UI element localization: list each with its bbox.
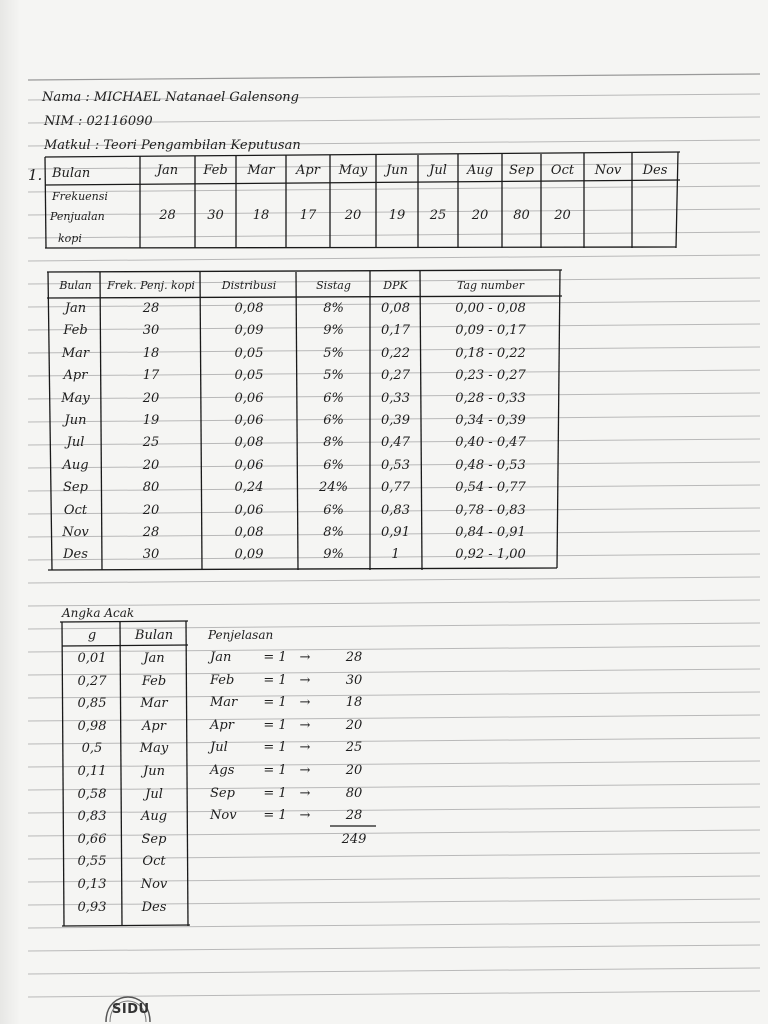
penjelasan-value: 30 [345, 672, 363, 688]
course-name: Matkul : Teori Pengambilan Keputusan [44, 138, 301, 153]
sidu-logo-text: SIDU [112, 1002, 150, 1017]
penjelasan-count: = 1 [263, 785, 287, 801]
table2-cell: 0,91 [381, 525, 410, 540]
table2-cell: 0,06 [234, 390, 264, 406]
table2-cell: 80 [142, 480, 160, 496]
table1-value: 20 [344, 208, 362, 223]
table2-cell: 0,05 [234, 345, 264, 361]
table3-random-number: 0,85 [77, 696, 107, 712]
table3-month: Sep [141, 831, 167, 847]
table2-cell: 0,06 [234, 413, 264, 428]
arrow-icon: → [299, 695, 311, 711]
table1-value: 28 [159, 208, 176, 223]
penjelasan-value: 18 [345, 695, 363, 711]
table2-cell: 0,40 - 0,47 [455, 435, 526, 451]
table1-row-label: Bulan [52, 166, 91, 181]
table1-value: 25 [429, 208, 447, 223]
table2-cell: 17 [142, 368, 160, 384]
table2-cell: 0,23 - 0,27 [455, 368, 526, 384]
table2-cell: 0,05 [234, 368, 264, 384]
table2-cell: 20 [142, 457, 160, 473]
table1-label-line: kopi [58, 232, 82, 245]
table1-value: 20 [471, 208, 489, 223]
table2-month: Aug [62, 457, 89, 473]
table2-cell: 9% [323, 547, 344, 563]
table3-month: Oct [142, 854, 166, 870]
table2-cell: 0,34 - 0,39 [455, 413, 526, 428]
table1-month: Oct [550, 163, 575, 178]
table2-month: Feb [63, 323, 88, 339]
arrow-icon: → [299, 808, 311, 824]
table2-cell: 28 [142, 301, 160, 316]
table3-header: g [87, 628, 97, 643]
table2-cell: 0,08 [381, 301, 410, 316]
table2-cell: 0,28 - 0,33 [455, 390, 526, 406]
table3-random-number: 0,01 [77, 651, 107, 666]
penjelasan-month: Apr [210, 717, 234, 733]
arrow-icon: → [299, 763, 311, 778]
table3-random-number: 0,83 [77, 809, 107, 825]
table3-title: Angka Acak [62, 606, 135, 620]
table1-month: Sep [509, 163, 534, 178]
table3-random-number: 0,5 [81, 741, 103, 757]
penjelasan-value: 20 [345, 763, 363, 778]
penjelasan-value: 20 [345, 717, 363, 733]
penjelasan-month: Jan [210, 650, 232, 665]
table3-month: Jan [143, 651, 165, 666]
penjelasan-month: Mar [210, 695, 238, 711]
table3-month: Mar [140, 696, 168, 712]
penjelasan-month: Nov [210, 808, 237, 824]
table1-value: 19 [388, 208, 406, 223]
table2-cell: 8% [323, 301, 344, 316]
table2-cell: 24% [319, 480, 348, 496]
table2-cell: 6% [323, 457, 344, 473]
penjelasan-month: Jul [210, 740, 228, 756]
penjelasan-month: Sep [210, 785, 235, 801]
table3-header: Bulan [134, 628, 174, 643]
table2-header: Distribusi [221, 279, 277, 292]
table1-month: Jun [386, 163, 408, 178]
table3-random-number: 0,98 [77, 718, 107, 734]
table2-cell: 30 [142, 547, 160, 563]
table2-cell: 0,08 [234, 301, 264, 316]
table3-month: Feb [141, 673, 167, 689]
table2-cell: 0,78 - 0,83 [455, 502, 526, 518]
table1-month: May [338, 163, 368, 178]
table2-header: Tag number [457, 279, 524, 292]
question-number: 1. [28, 166, 43, 184]
table2-cell: 0,92 - 1,00 [455, 547, 526, 563]
table2-cell: 0,47 [381, 435, 410, 451]
penjelasan-count: = 1 [263, 672, 287, 688]
table3-month: Jun [143, 764, 165, 779]
arrow-icon: → [299, 672, 311, 688]
table1-month: Nov [594, 163, 622, 178]
table3-month: Nov [140, 877, 168, 892]
table1-label-line: Frekuensi [52, 190, 108, 203]
table2-month: Apr [63, 368, 88, 384]
table2-month: Jul [66, 435, 85, 451]
table3-random-number: 0,93 [77, 899, 107, 915]
table2-month: Jan [64, 301, 87, 316]
table2-header: Bulan [59, 279, 92, 292]
penjelasan-count: = 1 [263, 808, 287, 824]
arrow-icon: → [299, 740, 311, 756]
table3-random-number: 0,55 [77, 854, 107, 870]
table2-cell: 1 [391, 547, 400, 563]
table2-cell: 0,39 [381, 413, 410, 428]
penjelasan-value: 80 [345, 785, 363, 801]
table1-value: 80 [513, 208, 530, 223]
table2-cell: 0,24 [234, 480, 264, 496]
student-nim: NIM : 02116090 [44, 114, 153, 129]
table1-month: Aug [466, 163, 494, 178]
table2-cell: 9% [323, 323, 344, 339]
table2-month: Oct [63, 502, 88, 518]
table2-cell: 25 [142, 435, 160, 451]
table2-cell: 28 [142, 525, 160, 540]
table2-cell: 8% [323, 525, 344, 540]
penjelasan-month: Ags [210, 763, 235, 778]
penjelasan-title: Penjelasan [208, 628, 274, 642]
table2-cell: 0,77 [381, 480, 410, 496]
table2-cell: 0,53 [381, 457, 410, 473]
table3-month: Jul [145, 786, 163, 802]
penjelasan-total: 249 [341, 832, 367, 847]
table2-cell: 8% [323, 435, 344, 451]
table2-cell: 0,84 - 0,91 [455, 525, 526, 540]
table2-cell: 0,83 [381, 502, 410, 518]
arrow-icon: → [299, 717, 311, 733]
table3-month: Aug [140, 809, 168, 825]
table3-month: Apr [142, 718, 166, 734]
penjelasan-value: 25 [345, 740, 363, 756]
table1-value: 18 [252, 208, 270, 223]
table2-cell: 6% [323, 390, 344, 406]
table1-label-line: Penjualan [50, 210, 105, 223]
table2-cell: 0,06 [234, 502, 264, 518]
table3-random-number: 0,13 [77, 877, 107, 892]
table2-cell: 20 [142, 502, 160, 518]
table3-month: Des [141, 899, 167, 915]
table2-cell: 20 [142, 390, 160, 406]
table2-header: Sistag [316, 279, 351, 292]
table2-cell: 0,33 [381, 390, 410, 406]
table3-random-number: 0,66 [77, 831, 107, 847]
table2-cell: 30 [142, 323, 160, 339]
table2-cell: 0,00 - 0,08 [455, 301, 526, 316]
table2-cell: 0,22 [381, 345, 410, 361]
arrow-icon: → [299, 650, 311, 665]
table2-cell: 5% [323, 368, 344, 384]
table1-month: Des [642, 163, 668, 178]
table2-cell: 0,54 - 0,77 [455, 480, 526, 496]
table1-month: Jan [156, 163, 179, 178]
penjelasan-count: = 1 [263, 717, 287, 733]
table2-cell: 19 [142, 413, 160, 428]
penjelasan-count: = 1 [263, 695, 287, 711]
table2-cell: 18 [142, 345, 160, 361]
table2-month: Jun [64, 413, 87, 428]
penjelasan-value: 28 [345, 808, 363, 824]
table1-value: 17 [299, 208, 317, 223]
table2-cell: 0,17 [381, 323, 410, 339]
penjelasan-count: = 1 [263, 740, 287, 756]
table1-month: Feb [203, 163, 228, 178]
penjelasan-count: = 1 [263, 650, 287, 665]
table2-cell: 0,09 [234, 547, 264, 563]
table3-month: May [139, 741, 169, 757]
table2-month: Sep [63, 480, 88, 496]
table1-month: Jul [429, 163, 447, 178]
table2-cell: 0,06 [234, 457, 264, 473]
table2-month: Nov [62, 525, 89, 540]
table2-header: DPK [383, 279, 408, 292]
table2-month: May [61, 390, 90, 406]
table2-cell: 0,08 [234, 525, 264, 540]
table2-cell: 0,09 - 0,17 [455, 323, 526, 339]
penjelasan-month: Feb [210, 672, 235, 688]
table3-random-number: 0,27 [77, 673, 107, 689]
table2-month: Des [63, 547, 88, 563]
table2-cell: 0,18 - 0,22 [455, 345, 526, 361]
arrow-icon: → [299, 785, 311, 801]
student-name: Nama : MICHAEL Natanael Galensong [42, 90, 299, 105]
table3-random-number: 0,58 [77, 786, 107, 802]
penjelasan-count: = 1 [263, 763, 287, 778]
table2-cell: 0,48 - 0,53 [455, 457, 526, 473]
table2-header: Frek. Penj. kopi [107, 279, 195, 292]
table2-cell: 0,08 [234, 435, 264, 451]
table1-month: Apr [296, 163, 320, 178]
table2-cell: 5% [323, 345, 344, 361]
table2-month: Mar [61, 345, 90, 361]
table2-cell: 6% [323, 413, 344, 428]
penjelasan-value: 28 [345, 650, 363, 665]
table1-month: Mar [247, 163, 275, 178]
table1-value: 20 [554, 208, 571, 223]
table2-cell: 0,09 [234, 323, 264, 339]
table2-cell: 6% [323, 502, 344, 518]
table2-cell: 0,27 [381, 368, 410, 384]
table1-value: 30 [207, 208, 224, 223]
table3-random-number: 0,11 [77, 764, 107, 779]
